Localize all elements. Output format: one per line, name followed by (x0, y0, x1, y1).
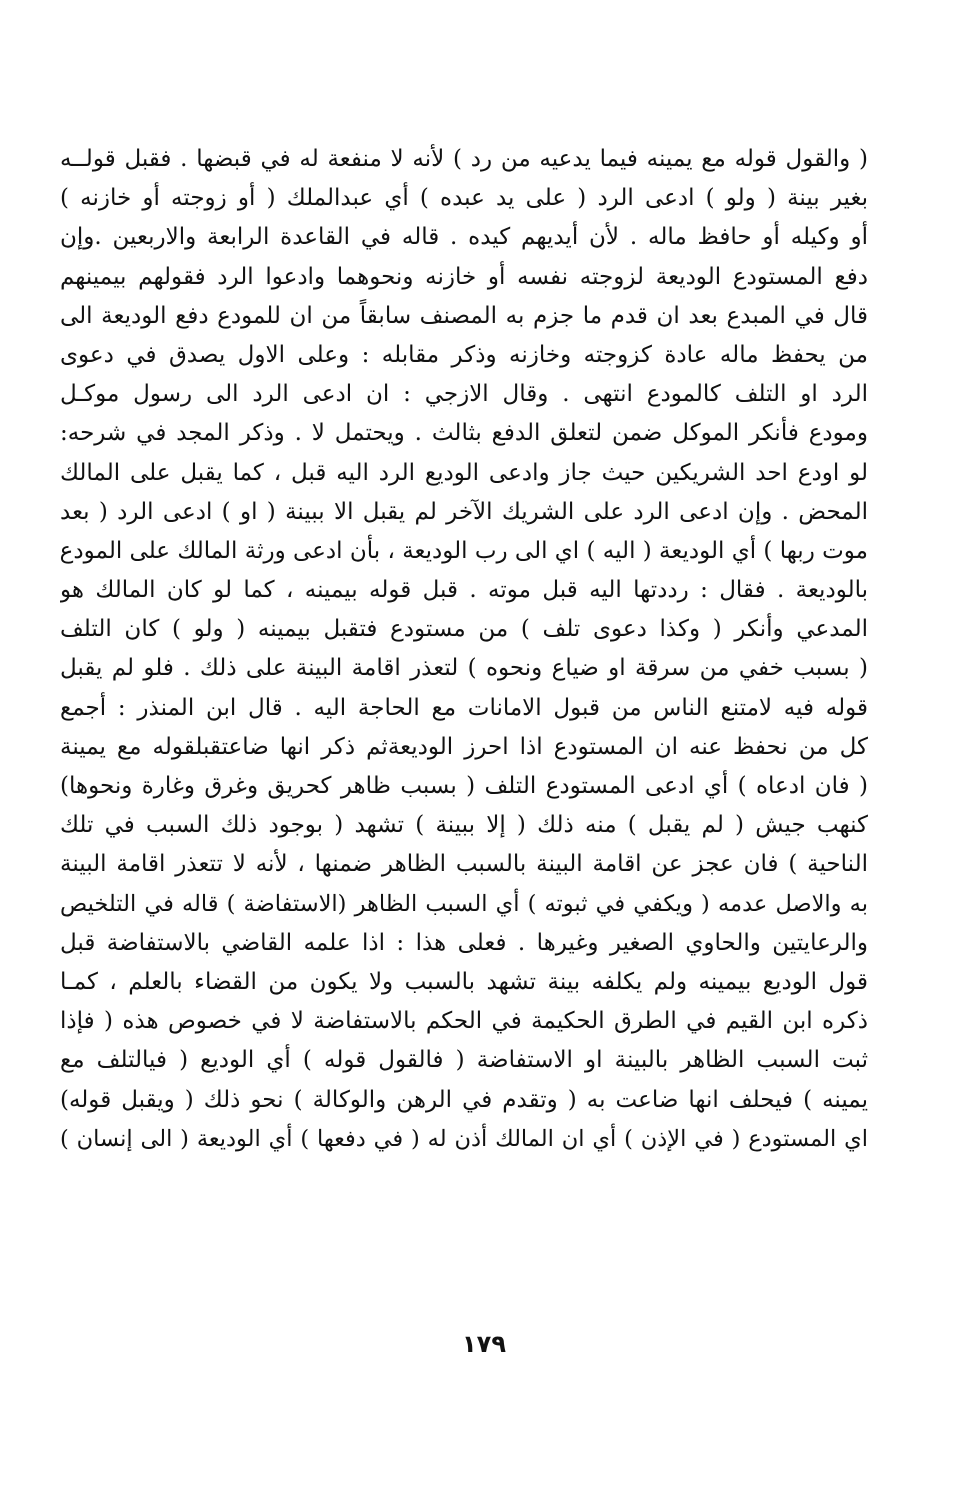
text-line: ثبت السبب الظاهر بالبينة او الاستفاضة ( فالقول قوله ) أي الوديع ( فيالتلف مع (60, 1047, 868, 1074)
text-line: الرد او التلف كالمودع انتهى . وقال الازجي : ان ادعى الرد الى رسول موكـل (60, 381, 868, 408)
text-line: ( والقول قوله مع يمينه فيما يدعيه من رد ) لأنه لا منفعة له في قبضها . فقبل قولــه (60, 146, 868, 172)
text-line: الناحية ) فان عجز عن اقامة البينة بالسبب الظاهر ضمنها ، لأنه لا تتعذر اقامة البينة (60, 851, 868, 878)
text-line: ( بسبب خفي من سرقة او ضياع ونحوه ) لتعذر اقامة البينة على ذلك . فلو لم يقبل (60, 655, 868, 682)
page-number: ١٧٩ (462, 1330, 506, 1358)
text-line: قال في المبدع بعد ان قدم ما جزم به المصنف سابقاً من ان للمودع دفع الوديعة الى (60, 302, 868, 329)
text-line: ومودع فأنكر الموكل ضمن لتعلق الدفع بثالث . ويحتمل لا . وذكر المجد في شرحه: (60, 420, 868, 447)
page-body-text (60, 140, 868, 1159)
text-line: به والاصل عدمه ( ويكفي في ثبوته ) أي السبب الظاهر (الاستفاضة ) قاله في التلخيص (60, 890, 868, 917)
text-line: قول الوديع بيمينه ولم يكلفه بينة تشهد بالسبب ولا يكون من القضاء بالعلم ، كمـا (60, 968, 868, 995)
text-line: كل من نحفظ عنه ان المستودع اذا احرز الوديعةثم ذكر انها ضاعتقبلقوله مع يمينة (60, 733, 868, 760)
text-line: يمينه ) فيحلف انها ضاعت به ( وتقدم في الرهن والوكالة ) نحو ذلك ( ويقبل قوله) (60, 1086, 868, 1113)
text-line: قوله فيه لامتنع الناس من قبول الامانات مع الحاجة اليه . قال ابن المنذر : أجمع (60, 694, 868, 721)
text-line: بالوديعة . فقال : رددتها اليه قبل موته . قبل قوله بيمينه ، كما لو كان المالك هو (60, 577, 868, 604)
text-line: اي المستودع ( في الإذن ) أي ان المالك أذن له ( في دفعها ) أي الوديعة ( الى إنسان ) (60, 1125, 868, 1152)
text-line: موت ربها ) أي الوديعة ( اليه ) اي الى رب الوديعة ، بأن ادعى ورثة المالك على المودع (60, 537, 868, 564)
text-line: بغير بينة ( ولو ) ادعى الرد ( على يد عبده ) أي عبدالملك ( أو زوجته أو خازنه ) (60, 185, 868, 212)
text-line: المدعي وأنكر ( وكذا دعوى تلف ) من مستودع فتقبل بيمينه ( ولو ) كان التلف (60, 616, 868, 643)
text-line: لو اودع احد الشريكين حيث جاز وادعى الوديع الرد اليه قبل ، كما يقبل على المالك (60, 459, 868, 486)
text-line: أو وكيله أو حافظ ماله . لأن أيديهم كيده . قاله في القاعدة الرابعة والاربعين .وإن (60, 224, 868, 251)
text-line: المحض . وإن ادعى الرد على الشريك الآخر لم يقبل الا ببينة ( او ) ادعى الرد ( بعد (60, 498, 868, 525)
text-line: ذكره ابن القيم في الطرق الحكيمة في الحكم بالاستفاضة لا في خصوص هذه ( فإذا (60, 1008, 868, 1035)
text-line: دفع المستودع الوديعة لزوجته نفسه أو خازنه ونحوهما وادعوا الرد فقولهم بيمينهم (60, 263, 868, 290)
text-line: والرعايتين والحاوي الصغير وغيرها . فعلى هذا : اذا علمه القاضي بالاستفاضة قبل (60, 929, 868, 956)
text-line: من يحفظ ماله عادة كزوجته وخازنه وذكر مقابله : وعلى الاول يصدق في دعوى (60, 341, 868, 368)
text-line: كنهب جيش ( لم يقبل ) منه ذلك ( إلا ببينة ) تشهد ( بوجود ذلك السبب في تلك (60, 812, 868, 839)
text-line: ( فان ادعاه ) أي ادعى المستودع التلف ( بسبب ظاهر كحريق وغرق وغارة ونحوها) (60, 773, 868, 799)
